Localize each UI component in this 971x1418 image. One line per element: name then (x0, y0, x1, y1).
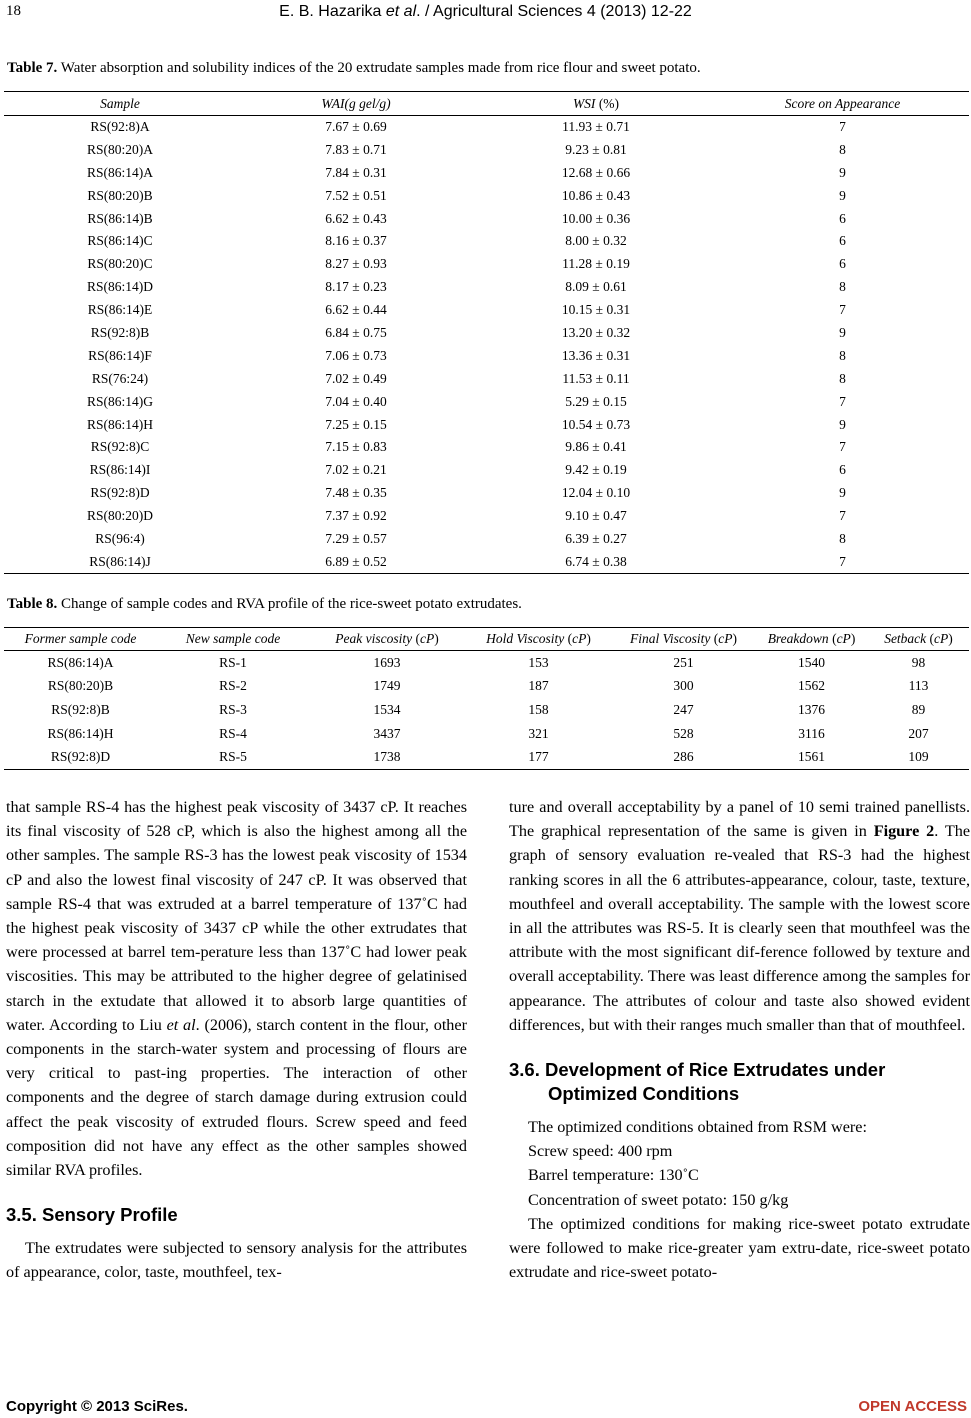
table7-cell: 6 (839, 256, 846, 272)
table8-header-hold-viscosity: Hold Viscosity (cP) (465, 628, 612, 651)
table7-cell: 7 (839, 393, 846, 409)
table7-cell: 10.00 ± 0.36 (561, 210, 631, 226)
footer-open-access: OPEN ACCESS (858, 1398, 967, 1415)
table7-row (4, 482, 969, 505)
rva-text-part1: that sample RS-4 has the highest peak viscosity of 3437 cP. It reaches its final viscosity of 528 cP, which is also the highest among all the other samples. The sample RS-3 has the lowest peak viscosity of 1534 cP and also the lowest final viscosity of 247 cP. It was observed that sample RS-4 that was extruded at a barrel temperature of 137˚C had the highest peak viscosity of 3437 cP while the other extrudates that were processed at barrel tem-perature less than 137˚C had lower peak viscosities. This may be attributed to the higher degree of gelatinised starch in the extudate that allowed it to absorb large quantities of water. According to Liu (6, 798, 467, 1034)
table8-cell: 1562 (798, 678, 825, 694)
table8-cell: 1693 (373, 654, 401, 670)
table7-row (4, 116, 969, 139)
table7-cell: 6 (839, 210, 846, 226)
table7-row (4, 344, 969, 367)
table7-cell: 10.54 ± 0.73 (561, 416, 631, 432)
table7-row (4, 505, 969, 528)
table7-cell: 7.02 ± 0.49 (325, 370, 387, 386)
table7-cell: RS(86:14)A (86, 164, 153, 180)
table7-cell: 10.86 ± 0.43 (561, 187, 631, 203)
table8-cell: 247 (673, 701, 694, 717)
table8-cell: 1738 (373, 749, 401, 765)
table8-cell: 177 (528, 749, 549, 765)
table7-cell: 9.10 ± 0.47 (565, 508, 627, 524)
table7-cell: 7.67 ± 0.69 (325, 119, 387, 135)
table7-cell: 6.74 ± 0.38 (565, 553, 627, 569)
figure-2-reference: Figure 2 (873, 822, 935, 841)
table7-row (4, 550, 969, 573)
table7-cell: 7 (839, 508, 846, 524)
table7-cell: 13.36 ± 0.31 (561, 347, 631, 363)
table7-cell: 7.29 ± 0.57 (325, 530, 387, 546)
table8-cell: RS-1 (219, 654, 247, 670)
table8-cell: 286 (673, 749, 694, 765)
table7-caption-text: Water absorption and solubility indices of the 20 extrudate samples made from rice flour and sweet potato. (57, 60, 701, 76)
table7-cell: 7.37 ± 0.92 (325, 508, 387, 524)
table-8 (4, 627, 969, 770)
running-head-authors: E. B. Hazarika (279, 3, 386, 20)
table7-cell: 8 (839, 530, 846, 546)
table8-cell: 300 (673, 678, 694, 694)
table7-cell: RS(86:14)G (86, 393, 153, 409)
table7-cell: RS(92:8)B (90, 324, 150, 340)
table8-cell: 321 (528, 725, 549, 741)
table8-cell: 1534 (373, 701, 401, 717)
table7-row (4, 413, 969, 436)
table7-header-sample: Sample (4, 92, 236, 116)
table8-cell: RS(80:20)B (47, 678, 114, 694)
running-head (0, 3, 971, 21)
table7-cell: 7.48 ± 0.35 (325, 485, 387, 501)
table8-row (4, 698, 969, 722)
table7-row (4, 367, 969, 390)
table8-cell: 3116 (798, 725, 825, 741)
table8-cell: 89 (911, 701, 926, 717)
table7-cell: RS(76:24) (91, 370, 149, 386)
table8-cell: 98 (911, 654, 926, 670)
optimized-conditions-intro: The optimized conditions obtained from RSM were: (528, 1118, 867, 1137)
table7-cell: 7.02 ± 0.21 (325, 462, 387, 478)
section-heading-3-5: 3.5. Sensory Profile (6, 1204, 178, 1226)
table7-cell: 9 (839, 416, 846, 432)
table7-cell: 9.86 ± 0.41 (565, 439, 627, 455)
table7-cell: 7.06 ± 0.73 (325, 347, 387, 363)
table8-body (4, 651, 969, 770)
table8-caption-label: Table 8. (7, 596, 58, 612)
barrel-temperature-line: Barrel temperature: 130˚C (528, 1166, 699, 1185)
table7-cell: 6.62 ± 0.43 (325, 210, 387, 226)
table7-cell: RS(86:14)J (89, 553, 151, 569)
table7-header-wai: WAI(g gel/g) (236, 92, 476, 116)
footer-copyright: Copyright © 2013 SciRes. (6, 1398, 188, 1415)
table8-cell: 113 (908, 678, 929, 694)
table7-cell: 7.52 ± 0.51 (325, 187, 387, 203)
table8-cell: 153 (528, 654, 549, 670)
table7-cell: RS(86:14)H (86, 416, 153, 432)
table7-cell: 5.29 ± 0.15 (565, 393, 627, 409)
table7-row (4, 207, 969, 230)
table8-cell: RS(86:14)A (47, 654, 114, 670)
table8-cell: 528 (673, 725, 694, 741)
running-head-journal: . / Agricultural Sciences 4 (2013) 12-22 (416, 3, 692, 20)
table7-row (4, 436, 969, 459)
table7-cell: RS(80:20)C (87, 256, 153, 272)
table8-cell: 207 (908, 725, 929, 741)
table8-cell: RS-5 (219, 749, 247, 765)
table8-header-breakdown: Breakdown (cP) (755, 628, 868, 651)
table7-cell: RS(86:14)I (89, 462, 151, 478)
table7-cell: 6 (839, 462, 846, 478)
table7-header-score: Score on Appearance (716, 92, 969, 116)
table7-cell: 9 (839, 187, 846, 203)
table7-cell: 9 (839, 164, 846, 180)
table7-row (4, 322, 969, 345)
table7-cell: RS(86:14)F (88, 347, 152, 363)
table7-row (4, 161, 969, 184)
rva-text-etal: et al (166, 1015, 196, 1034)
table7-row (4, 230, 969, 253)
table7-cell: 8.16 ± 0.37 (325, 233, 387, 249)
table7-cell: 12.04 ± 0.10 (561, 485, 631, 501)
table7-caption (7, 60, 701, 77)
table7-cell: 7.04 ± 0.40 (325, 393, 387, 409)
table7-cell: 13.20 ± 0.32 (561, 324, 631, 340)
table7-cell: 12.68 ± 0.66 (561, 164, 631, 180)
table7-cell: RS(96:4) (95, 530, 145, 546)
table8-header-new-code: New sample code (157, 628, 309, 651)
sweet-potato-concentration-line: Concentration of sweet potato: 150 g/kg (528, 1190, 789, 1209)
table7-row (4, 138, 969, 161)
table8-cell: RS-2 (219, 678, 247, 694)
table7-row (4, 184, 969, 207)
table7-row (4, 528, 969, 551)
table8-caption-text: Change of sample codes and RVA profile of the rice-sweet potato extrudates. (57, 596, 522, 612)
table7-cell: 7 (839, 439, 846, 455)
table8-caption (7, 596, 522, 613)
table7-caption-label: Table 7. (7, 60, 58, 76)
table7-cell: RS(92:8)A (90, 119, 150, 135)
table8-cell: 1749 (373, 678, 401, 694)
paragraph-rva-discussion (6, 795, 467, 1182)
paragraph-sensory-results (509, 795, 970, 1037)
table7-cell: 7.84 ± 0.31 (325, 164, 387, 180)
table7-cell: 8.27 ± 0.93 (325, 256, 387, 272)
table7-cell: 11.93 ± 0.71 (562, 119, 630, 135)
table7-cell: RS(80:20)D (86, 508, 153, 524)
screw-speed-line: Screw speed: 400 rpm (528, 1142, 673, 1161)
table7-cell: RS(92:8)D (90, 485, 150, 501)
table8-header-former-code: Former sample code (4, 628, 157, 651)
table-7 (4, 91, 969, 574)
table7-cell: RS(86:14)D (86, 279, 153, 295)
table7-cell: 9 (839, 485, 846, 501)
table7-cell: 8 (839, 141, 846, 157)
table7-cell: 7 (839, 553, 846, 569)
running-head-etal: et al (385, 3, 417, 20)
table8-header-peak-viscosity: Peak viscosity (cP) (309, 628, 465, 651)
table8-cell: 158 (528, 701, 549, 717)
table8-cell: 1540 (798, 654, 825, 670)
table7-cell: 6.84 ± 0.75 (325, 324, 387, 340)
sensory-text-part1: ture and overall acceptability by a panel of 10 semi trained panellists. The graphical representation of the same is given in (509, 798, 970, 841)
table8-cell: 1561 (798, 749, 825, 765)
table7-cell: 6.62 ± 0.44 (325, 302, 387, 318)
sensory-text-part2: . The graph of sensory evaluation re-vealed that RS-3 had the highest ranking scores in all the 6 attributes-appearance, colour, taste, texture, mouthfeel and overall acceptability. The sample with the lowest score in all the attributes was RS-5. It is clearly seen that mouthfeel was the attribute with the most significant dif-ference followed by texture and overall acceptability. There was least difference among the samples for appearance. The attributes of colour and taste also showed evident differences, but with their ranges much smaller than that of mouthfeel. (509, 822, 971, 1034)
table7-cell: RS(80:20)A (86, 141, 153, 157)
paragraph-optimized-extrudates: The optimized conditions for making rice-sweet potato extrudate were followed to make rice-greater yam extru-date, rice-sweet potato extrudate and rice-sweet potato- (509, 1214, 970, 1282)
table8-row (4, 651, 969, 675)
table7-cell: 6 (839, 233, 846, 249)
table7-header-row (4, 92, 969, 116)
section-heading-3-6: 3.6. Development of Rice Extrudates under Optimized Conditions (509, 1059, 886, 1105)
table8-cell: RS-3 (219, 701, 247, 717)
left-column (6, 795, 467, 1285)
table7-row (4, 276, 969, 299)
paragraph-sensory-intro: The extrudates were subjected to sensory analysis for the attributes of appearance, color, taste, mouthfeel, tex- (6, 1239, 467, 1282)
table8-row (4, 746, 969, 770)
table8-cell: 187 (528, 678, 549, 694)
table7-cell: 10.15 ± 0.31 (561, 302, 631, 318)
table7-cell: 9.23 ± 0.81 (565, 141, 627, 157)
table7-cell: RS(86:14)C (87, 233, 153, 249)
table7-cell: RS(86:14)B (87, 210, 153, 226)
table7-header-wsi: WSI (%) (476, 92, 716, 116)
table7-cell: 8 (839, 279, 846, 295)
table7-cell: 8 (839, 347, 846, 363)
table8-cell: RS(86:14)H (47, 725, 114, 741)
table8-cell: 251 (673, 654, 694, 670)
table8-header-final-viscosity: Final Viscosity (cP) (612, 628, 755, 651)
table8-cell: 109 (908, 749, 929, 765)
table8-row (4, 722, 969, 746)
table7-row (4, 390, 969, 413)
table7-cell: 7.15 ± 0.83 (325, 439, 387, 455)
table7-cell: 8 (839, 370, 846, 386)
table7-row (4, 459, 969, 482)
table7-cell: 8.00 ± 0.32 (565, 233, 627, 249)
table7-body (4, 116, 969, 574)
table8-row (4, 674, 969, 698)
rva-text-part2: . (2006), starch content in the flour, other components in the starch-water system and processing of flours are very critical to past-ing properties. The interaction of other components and the degree of starch damage during extrusion could affect the peak viscosity of extruded flours. Screw speed and feed composition did not have any effect as the other samples showed similar RVA profiles. (6, 1015, 467, 1180)
table7-cell: 6.89 ± 0.52 (325, 553, 387, 569)
table7-cell: 9 (839, 324, 846, 340)
table7-cell: 7.83 ± 0.71 (325, 141, 387, 157)
table8-cell: 1376 (798, 701, 825, 717)
table7-row (4, 299, 969, 322)
table7-cell: 6.39 ± 0.27 (565, 530, 627, 546)
table8-cell: RS-4 (219, 725, 247, 741)
table7-row (4, 253, 969, 276)
table7-cell: 7.25 ± 0.15 (325, 416, 387, 432)
table8-header-row (4, 628, 969, 651)
table7-cell: 8.09 ± 0.61 (565, 279, 627, 295)
table8-header-setback: Setback (cP) (868, 628, 969, 651)
table7-cell: 7 (839, 302, 846, 318)
right-column (509, 795, 970, 1284)
table7-cell: RS(80:20)B (87, 187, 153, 203)
table8-cell: RS(92:8)D (50, 749, 111, 765)
page-number: 18 (6, 3, 21, 19)
table8-cell: RS(92:8)B (51, 701, 110, 717)
table7-cell: 11.53 ± 0.11 (562, 370, 630, 386)
table7-cell: 7 (839, 119, 846, 135)
table8-cell: 3437 (373, 725, 401, 741)
table7-cell: 11.28 ± 0.19 (562, 256, 630, 272)
table7-cell: RS(92:8)C (90, 439, 150, 455)
table7-cell: 9.42 ± 0.19 (565, 462, 627, 478)
table7-cell: 8.17 ± 0.23 (325, 279, 387, 295)
table7-cell: RS(86:14)E (87, 302, 153, 318)
